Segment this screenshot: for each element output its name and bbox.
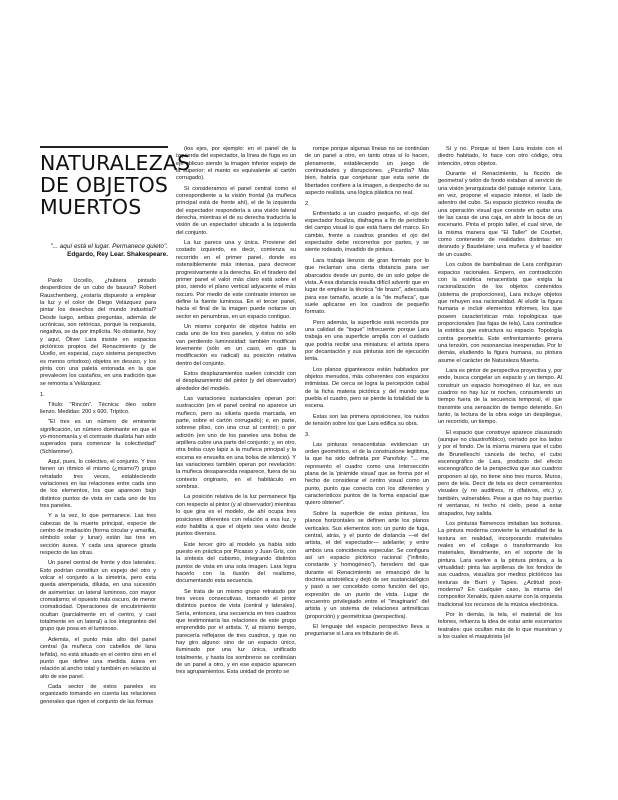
body-paragraph: La luz parece una y única. Proviene del costado izquierdo, es decir, comienza su recorrido en el primer panel, donde es ostensiblemente más intensa, para decrecer progresivamente a la derecha. En el tiradero del primer panel el valor más claro está sobre el piso, siendo el plano vertical adyacente el más oscuro. Por medio de este contraste intenso se define la fuente luminosa. En el tercer panel, hacia el final de la imagen puede notarse un sector en penumbras, en un espacio contiguo. bbox=[176, 240, 296, 320]
column-1 bbox=[40, 278, 156, 766]
body-paragraph: Las pinturas renacentistas evidencian un orden geométrico, el de la construzione legittima, la que ha sido definida por Panofsky: "... me represento el cuadro como una intersección plana de la 'pirámide visual' que se forma por el hecho de considerar el centro visual como un punto, punto que conecta con los diferentes y característicos puntos de la forma espacial que quiero obtener". bbox=[305, 441, 429, 507]
body-paragraph: Paolo Uccello, ¿hubiera pintado desperdicios de un cubo de basura? Robert Rauschenberg, ¿estaría dispuesto a emplear la luz y el color de Diego Velázquez para pintar los desechos del mundo industrial? Desde luego, ambas preguntas, además de ucrónicas, son retóricas, porque la respuesta, negativa, se da por implícita. No obstante, hoy y aquí, Óliver Lara insiste en espacios pictóricos propios del Renacimiento (y de Ucello, en especial, cuyo sistema perspectivo es menos ortodoxo) objetos en desuso, y los pinta con una paleta entonada en la que prevalecen los castaños, en una tradición que se remonta a Velázquez. bbox=[40, 278, 156, 387]
body-paragraph: Y a la vez, lo que permanece. Las tres cabezas de la muerte principal, especie de centro de irradiación (forma circular y amarilla, símbolo solar y lunar) están las tres en sección áurea. Y cada una aparece girada respecto de las otras. bbox=[40, 513, 156, 557]
body-paragraph: Además, el punto más alto del panel central (la muñeca con cabellos de lana teñida), no está situado en el centro sino en el punto que define una medida áurea en relación al ancho total y también en relación al alto de ese panel. bbox=[40, 636, 156, 680]
body-paragraph: Un panel central de frente y dos laterales. Esto podrían constituir un espejo del otro y volcar el conjunto a la simetría, pero esta queda atemperada, diluida, en una sucesión de asimetrías: un lateral luminoso, con mayor cromatismo; el opuesto más oscuro, de menor cromaticidad. Operaciones de encubrimiento ocultan (parcialmente en el centro, y casi totalmente en un lateral) a los integrantes del grupo que posa en el luminoso. bbox=[40, 560, 156, 633]
body-paragraph: Durante el Renacimiento, la ficción de geometral y telón de fondo estaban al servicio de una visión jerarquizada del paisaje exterior. Lara, en vez, propone el espacio interior, el lado de adentro del cubo. Su espacio pictórico resulta de una operación visual que consiste en quitar una de las caras de una caja, en abrir la boca de un escenario. Pinta el propio taller, el cual sirve, de la misma manera que "El Taller" de Courbet, como contenedor de realidades distintas: en desnudo y Baudelaire; una muñeca y el basidior de un cuadro. bbox=[438, 171, 562, 258]
epigraph-quote: "... aquí está el lugar. Permanece quieto". bbox=[50, 243, 168, 250]
body-paragraph: rompe porque algunas líneas no se continúan de un panel a otro, en tanto otras sí lo hacen, plenamente, estableciendo un juego de continuidades y disrupciones. ¿Picardía? Más bien, habría que conjeturar que esta serie de libertades confiere a la imagen, a despecho de su aspecto realista, una lógica plástica no real. bbox=[305, 146, 429, 197]
column-4 bbox=[438, 146, 562, 768]
epigraph-author: Edgardo, Rey Lear. Shakespeare. bbox=[67, 251, 168, 258]
title-line: MUERTOS bbox=[40, 195, 142, 219]
body-paragraph: Pero además, la superficie está recorrida por una calidad de "toque" infrecuente porque Lara trabaja en una superficie amplia con el cuidado que podría recibir una miniatura: el artista opera por decantación y sus pinturas son de ejecución lenta. bbox=[305, 319, 429, 363]
body-paragraph: (los ejes, por ejemplo: en el panel de la izquierda del espectador, la línea de fuga es un eje oblicuo siendo la imagen inferior espejo de la superior; el manto es equivalente al cartón corrugado). bbox=[176, 146, 296, 182]
column-3 bbox=[305, 146, 429, 768]
body-paragraph: Enfrentado a un cuadro pequeño, el ojo del espectador focaliza, diafragma a fin de percibirlo del campo visual lo que está fuera del marco. En cambio, frente a cuadros grandes el ojo del espectador debe recorrerlos por partes, y se siente rodeado, invadido de pintura. bbox=[305, 210, 429, 254]
title-line: DE OBJETOS bbox=[40, 173, 169, 197]
body-paragraph: El espacio que construye aparece clausurado (aunque no claustrofóbico), cerrado por los lados y por el fondo. De la misma manera que el cubo de Brunelleschi cancela de techo, el cubo escenográfico de Lara, producto del efecto escenográfico de la perspectiva que sus cuadros proponen al ojo, no tiene sino tres muros. Muros, pero de tela. Decir de tela es decir cerramientos visuales (y no auditivos, ni olfativos, etc.) y, también, vulnerables. Pese a que no hay puertas ni ventanas, ni techo ni cielo, pese a estar atrapados, hay salida. bbox=[438, 429, 562, 517]
article-title bbox=[40, 151, 191, 219]
section-number: 3. bbox=[305, 432, 310, 439]
body-paragraph: Sí y no. Porque si bien Lara insiste con el diedro habitado, lo hace con otro código, otra intención, otros objetos. bbox=[438, 146, 562, 167]
body-paragraph: Estos desplazamientos suelen coincidir con el desplazamiento del pintor (y del observador) alrededor del modelo. bbox=[176, 370, 296, 392]
body-paragraph: El lenguaje del espacio perspectivo lleva a preguntarse si Lara es tributario de él. bbox=[305, 623, 429, 638]
body-paragraph: Un mismo conjunto de objetos habita en cada uno de los tres paneles, y éstos no sólo van perdiendo luminosidad: también modifican levemente (sólo en un caso, en que la modificación es radical) su posición relativa dentro del conjunto. bbox=[176, 323, 296, 367]
body-paragraph: Sobre la superficie de estas pinturas, los planos horizontales se definen ante los planos verticales. Sus elementos son: un punto de fuga, central, atrás, y el punto de distancia —el del artista, el del espectador— adelante; y entre ambos una coincidencia especular. Se configura así un espacio pictórico racional ("infinito, constante y homogéneo"), heredero del que durante el Renacimiento se emancipó de la doctrina aristotélica y dejó de ser sustancialógico y pasó a ser concebido como función del ojo, expresión de un punto de vista. Lugar de encuentro privilegiado entre el "imaginario" del artista y un sistema de relaciones aritméticas (proporción) y geométricas (perspectiva). bbox=[305, 510, 429, 620]
body-paragraph: "El tres es un número de eminente significación, un número dominante en que el yo-monomanía y el contraste dualista han sido superados para comenzar la colectividad" (Schlammer). bbox=[40, 419, 156, 455]
body-paragraph: Lara es pintor de perspectiva proyectiva y, por ende, busca congelar un espacio y un tiempo. Al construir un espacio homogéneo él luz, en sus cuadros no hay luz ni noches, consumiendo un tiempo fuera de la secuencia temporal, el que transmite una sensación de tiempo detenido. En tanto, la lectura de la obra exige un despliegue, un recorrido, un tiempo. bbox=[438, 367, 562, 426]
body-paragraph: Aquí, pues, lo colectivo, el conjunto. Y tres tienen un rítmico el mismo (¿mismo?) grupo retratado tres veces, estableciendo variaciones en las relaciones entre cada uno de los elementos, los que aparecen bajo distintos puntos de vista en cada uno de los tres paneles. bbox=[40, 458, 156, 509]
section-number: 1. bbox=[40, 392, 45, 399]
title-rule bbox=[40, 146, 168, 148]
body-paragraph: Se trata de un mismo grupo retratado por tres veces consecutivas, tomando el pintor distintos puntos de vista (central y laterales). Sería, entonces, una secuencia en tres cuadros que testimoniaría las relaciones de este grupo emprendido por el artista. Y, al mismo tiempo, parecería reflejarse de tres cuadros, y que no hay giro alguno: sino de un espacio único, iluminado por una luz única, unificado totalmente, y hasta los sombreros se continúan de un panel a otro, y en ese espacio aparecen tres agrupamientos. Esta unidad de pronto se bbox=[176, 588, 296, 676]
body-paragraph: Los cubos de bambalinas de Lara configuran espacios racionales. Empero, en contradicción con la estética renacentista que exigía la racionalización de los objetos contenidos (sistema de proporciones), Lara incluye objetos que rehuyen esa racionalidad. Al eludir la figura humana e incluir elementos informes, los que poseen características más topológicas que proporcionales (las fajas de tela), Lara contradice la estética que estructura su espacio. Topología contra geometría. Este enfrentamiento genera una tensión, con resonancias inesperadas. Por lo demás, eludiendo la figura humana, su pintura asume el carácter de Naturaleza Muerta. bbox=[438, 262, 562, 364]
body-paragraph: Título: "Rincón". Técnica: óleo sobre lienzo. Medidas: 200 x 600. Tríptico. bbox=[40, 401, 156, 415]
body-paragraph: Las variaciones sustanciales operan por: sustracción (en el panel central no aparece un muñeco, pero su silueta queda marcada, en parte, sobre el cartón corrugado); e, en parte, sobrese pliso, con una cruz al centro); o por adición (en uno de los paneles una bolsa de arpillera cubre una parte del conjunto; y, en otro, otra bolsa cuyo lapiz a la muñeca principal y la escena es envuelta en una bolsa de silencio). Y las variaciones también operan por revelación: la muñeca desaparecida reaparece, fuera de su contexto originario, en el habitáculo en sombras. bbox=[176, 396, 296, 491]
body-paragraph: Estas son las primera oposiciones, los nudos de tensión sobre los que Lara edifica su obra. bbox=[305, 413, 429, 428]
body-paragraph: Cada sector de estos paneles es organizado tomando en cuenta las relaciones generales que rigen el conjunto de las formas bbox=[40, 683, 156, 705]
body-paragraph: Lara trabaja lienzos de gran formato por lo que reclaman una cierta distancia para ser abarcados desde un punto, de un solo golpe de vista. A esa distancia resulta difícil advertir que en lugar de emplear la técnica "de brazo", adecuada para ese tamaño, acude a la "de muñeca", que suele aplicarse en los cuadros de pequeño formato. bbox=[305, 257, 429, 316]
body-paragraph: Los planos gigantescos están habitados por objetos menudos, más coherentes con espacios intimistas. De cerca se logra la percepción cabal de la ficha materia pictórica y del mundo que puebla el cuadro, pero se pierde la totalidad de la escena. bbox=[305, 366, 429, 410]
body-paragraph: Este tercer giro al modelo ya había sido puesto en práctica por Picasso y Juan Gris, con la síntesis del cubismo, integrando distintos puntos de vista en una sola imagen. Lara logra hacerlo con la ilusión del realismo, documentando esta secuencia. bbox=[176, 541, 296, 585]
epigraph bbox=[48, 243, 168, 259]
body-paragraph: Por lo demás, la tela, el material de los telones, refuerza la idea de estar ante escenarios teatrales: que ocultan más de lo que muestran y a los cuales el maquinista (el bbox=[438, 611, 562, 640]
title-line: NATURALEZAS bbox=[40, 151, 191, 175]
body-paragraph: La posición relativa de la luz permanece fija con respecto al pintor (y al observador) mientras lo que gira es el modelo, de ahí ocupa tres posiciones diferentes con relación a esa luz, y esto habilita a que el objeto sea visto desde puntos diversos. bbox=[176, 494, 296, 538]
column-2 bbox=[176, 146, 296, 764]
body-paragraph: Los pinturas flamencos imitaban las texturas. La pintura moderna convierte la virtualidad de la textura en realidad, incorporando materiales reales en el collage o transformando los materiales, literalmente, en el soporte de la pintura. Lara vuelve a la pintura pintura, a la virtualidad: pinta las arpilleras de los fondos de sus cuadros, visualiza por medios pictóricos las texturas de Burri y Tapies. ¿Actitud post-moderna? En cualquier caso, la misma del compositor Xenakis, quien asume con la orquesta tradicional los recursos de la música electrónica. bbox=[438, 520, 562, 608]
section-number: 2. bbox=[305, 201, 310, 208]
body-paragraph: Si consideramos el panel central como el correspondiente a la visión frontal (la muñeca principal está de frente ahí), el de la izquierda del espectador respondería a una visión lateral derecha, mientras el de su derecha traduciría la visión de un espectador ubicado a la izquierda del conjunto. bbox=[176, 185, 296, 236]
